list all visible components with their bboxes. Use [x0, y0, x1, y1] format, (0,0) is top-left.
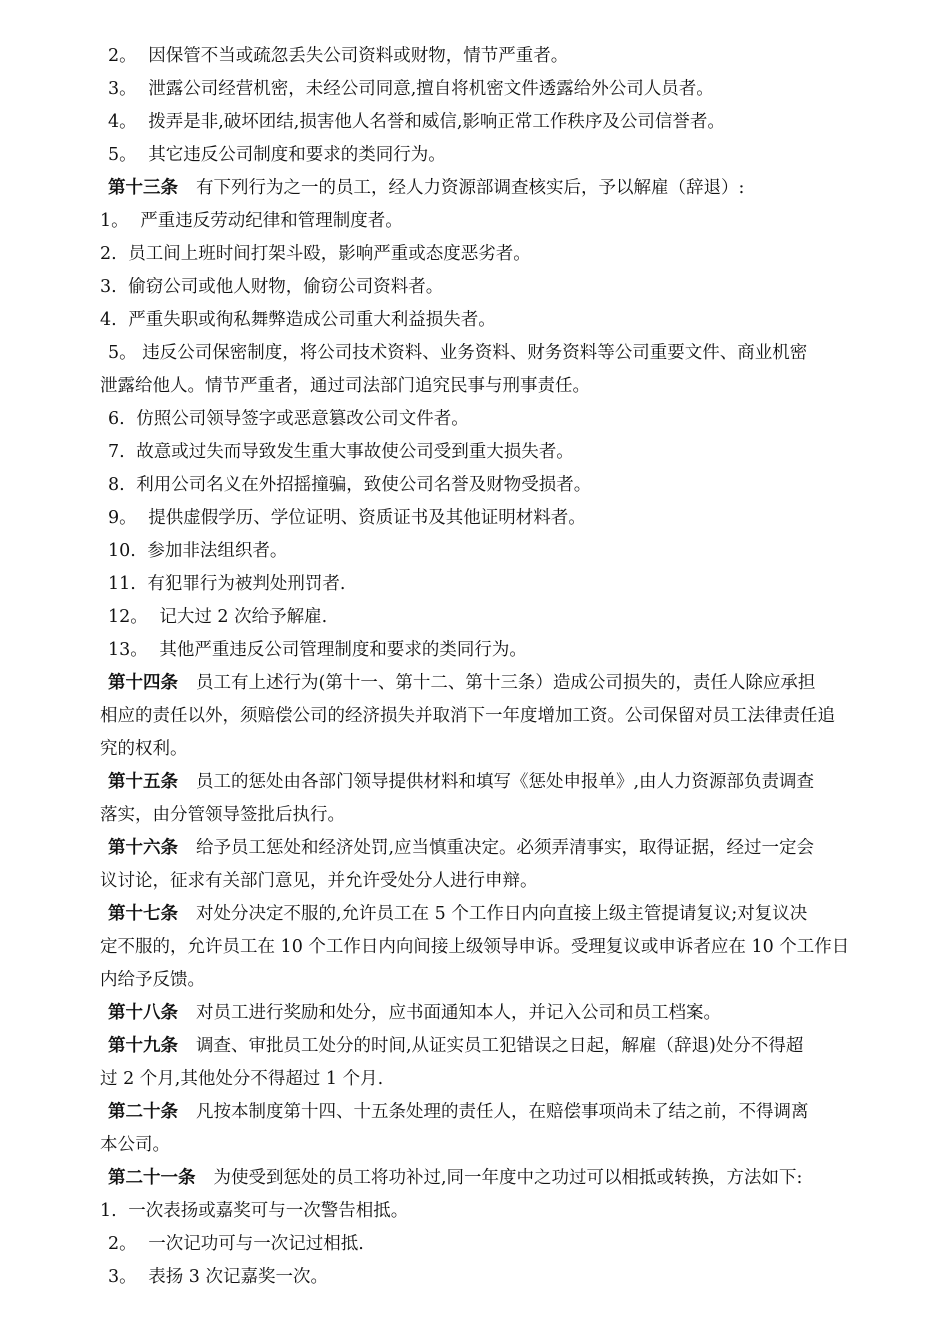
article-continuation: 内给予反馈。: [100, 970, 205, 990]
article-text: 对员工进行奖励和处分，应书面通知本人，并记入公司和员工档案。: [196, 1003, 721, 1023]
article-21: [108, 1162, 888, 1195]
list-item-continuation: 泄露给他人。情节严重者，通过司法部门追究民事与刑事责任。: [100, 376, 590, 396]
article-17: [108, 898, 888, 931]
list-item: [108, 535, 888, 568]
item-number: 2.: [100, 244, 117, 264]
list-item: [108, 73, 888, 106]
list-item: [108, 139, 888, 172]
list-item: [100, 238, 888, 271]
article-15: [108, 766, 888, 799]
article-text: 给予员工惩处和经济处罚,应当慎重决定。必须弄清事实，取得证据，经过一定会: [196, 838, 815, 858]
article-13: [108, 172, 888, 205]
article-continuation: 相应的责任以外，须赔偿公司的经济损失并取消下一年度增加工资。公司保留对员工法律责任追: [100, 706, 835, 726]
item-text: 员工间上班时间打架斗殴，影响严重或态度恶劣者。: [128, 244, 531, 264]
item-number: 2。: [108, 46, 137, 66]
item-text: 因保管不当或疏忽丢失公司资料或财物，情节严重者。: [148, 46, 569, 66]
item-number: 11.: [108, 574, 136, 594]
list-item: [108, 403, 888, 436]
item-number: 9。: [108, 508, 137, 528]
item-text: 其他严重违反公司管理制度和要求的类同行为。: [159, 640, 527, 660]
list-item: [100, 1195, 888, 1228]
item-text: 拨弄是非,破坏团结,损害他人名誉和威信,影响正常工作秩序及公司信誉者。: [148, 112, 725, 132]
item-number: 4.: [100, 310, 117, 330]
article-continuation: 落实，由分管领导签批后执行。: [100, 805, 345, 825]
list-item: [108, 502, 888, 535]
article-text: 有下列行为之一的员工，经人力资源部调查核实后，予以解雇（辞退）:: [196, 178, 745, 198]
item-text: 一次表扬或嘉奖可与一次警告相抵。: [128, 1201, 409, 1221]
item-number: 6.: [108, 409, 125, 429]
item-number: 5。: [108, 145, 137, 165]
article-18: [108, 997, 888, 1030]
item-number: 1。: [100, 211, 129, 231]
article-heading: 第十八条: [108, 1003, 178, 1023]
article-heading: 第十五条: [108, 772, 178, 792]
item-text: 提供虚假学历、学位证明、资质证书及其他证明材料者。: [148, 508, 586, 528]
item-text: 故意或过失而导致发生重大事故使公司受到重大损失者。: [136, 442, 574, 462]
item-number: 4。: [108, 112, 137, 132]
item-number: 3.: [100, 277, 117, 297]
article-continuation: 议讨论，征求有关部门意见，并允许受处分人进行申辩。: [100, 871, 538, 891]
article-heading: 第二十一条: [108, 1168, 196, 1188]
item-number: 12。: [108, 607, 148, 627]
article-heading: 第十九条: [108, 1036, 178, 1056]
article-19: [108, 1030, 888, 1063]
article-text: 调查、审批员工处分的时间,从证实员工犯错误之日起，解雇（辞退)处分不得超: [196, 1036, 804, 1056]
list-item: [108, 634, 888, 667]
list-item: [108, 106, 888, 139]
list-item: [108, 40, 888, 73]
item-text: 参加非法组织者。: [147, 541, 288, 561]
list-item: [108, 469, 888, 502]
list-item: [108, 568, 888, 601]
document-page: [100, 40, 888, 1294]
article-text: 凡按本制度第十四、十五条处理的责任人，在赔偿事项尚未了结之前，不得调离: [196, 1102, 809, 1122]
item-number: 10.: [108, 541, 136, 561]
list-item: [108, 1261, 888, 1294]
article-continuation: 定不服的，允许员工在 10 个工作日内向间接上级领导申诉。受理复议或申诉者应在 10 个工作日: [100, 937, 850, 957]
item-number: 3。: [108, 79, 137, 99]
item-text: 利用公司名义在外招摇撞骗，致使公司名誉及财物受损者。: [136, 475, 592, 495]
list-item: [100, 271, 888, 304]
list-item: [108, 1228, 888, 1261]
article-heading: 第二十条: [108, 1102, 178, 1122]
item-number: 3。: [108, 1267, 137, 1287]
article-continuation: 过 2 个月,其他处分不得超过 1 个月.: [100, 1069, 384, 1089]
item-text: 一次记功可与一次记过相抵.: [148, 1234, 364, 1254]
item-text: 有犯罪行为被判处刑罚者.: [147, 574, 346, 594]
item-text: 偷窃公司或他人财物，偷窃公司资料者。: [128, 277, 444, 297]
item-text: 记大过 2 次给予解雇.: [159, 607, 328, 627]
item-text: 严重违反劳动纪律和管理制度者。: [140, 211, 403, 231]
list-item: [108, 601, 888, 634]
item-number: 7.: [108, 442, 125, 462]
item-text: 严重失职或徇私舞弊造成公司重大利益损失者。: [128, 310, 496, 330]
list-item: [100, 304, 888, 337]
article-continuation: 本公司。: [100, 1135, 170, 1155]
item-number: 1.: [100, 1201, 117, 1221]
item-number: 13。: [108, 640, 148, 660]
article-20: [108, 1096, 888, 1129]
article-heading: 第十四条: [108, 673, 178, 693]
item-number: 8.: [108, 475, 125, 495]
article-text: 为使受到惩处的员工将功补过,同一年度中之功过可以相抵或转换，方法如下:: [213, 1168, 803, 1188]
article-text: 员工有上述行为(第十一、第十二、第十三条）造成公司损失的，责任人除应承担: [196, 673, 816, 693]
item-number: 2。: [108, 1234, 137, 1254]
item-text: 表扬 3 次记嘉奖一次。: [148, 1267, 328, 1287]
list-item: [100, 205, 888, 238]
item-text: 其它违反公司制度和要求的类同行为。: [148, 145, 446, 165]
list-item: [108, 436, 888, 469]
item-text: 仿照公司领导签字或恶意篡改公司文件者。: [136, 409, 469, 429]
article-heading: 第十六条: [108, 838, 178, 858]
article-text: 员工的惩处由各部门领导提供材料和填写《惩处申报单》,由人力资源部负责调查: [196, 772, 815, 792]
item-text: 泄露公司经营机密，未经公司同意,擅自将机密文件透露给外公司人员者。: [148, 79, 714, 99]
article-text: 对处分决定不服的,允许员工在 5 个工作日内向直接上级主管提请复议;对复议决: [196, 904, 808, 924]
article-14: [108, 667, 888, 700]
article-16: [108, 832, 888, 865]
article-continuation: 究的权利。: [100, 739, 188, 759]
article-heading: 第十七条: [108, 904, 178, 924]
list-item: 5。 违反公司保密制度，将公司技术资料、业务资料、财务资料等公司重要文件、商业机密: [108, 343, 808, 363]
article-heading: 第十三条: [108, 178, 178, 198]
